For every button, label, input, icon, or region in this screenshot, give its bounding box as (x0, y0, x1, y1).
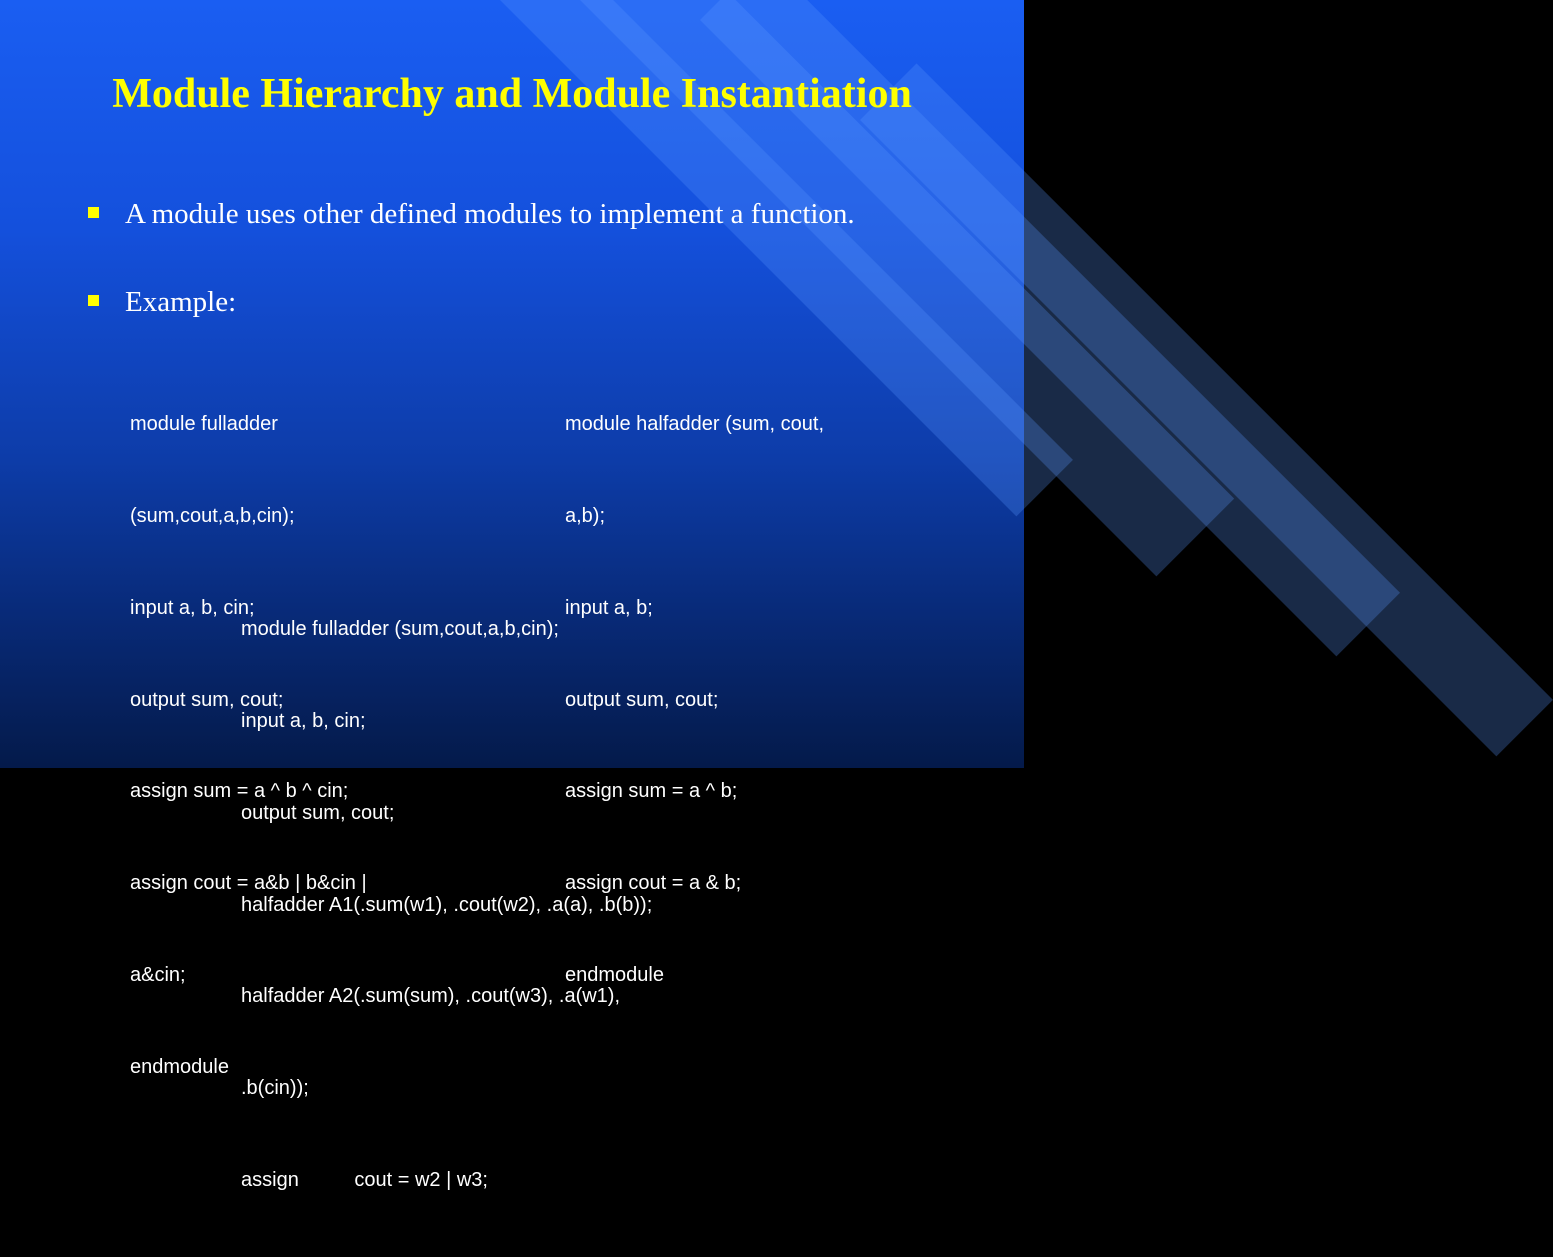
code-line: output sum, cout; (565, 688, 719, 711)
code-line: module halfadder (sum, cout, (565, 413, 825, 436)
code-block-fulladder-instantiation (241, 553, 652, 1257)
code-line: endmodule (565, 963, 664, 986)
bullet-text: Example: (125, 286, 237, 318)
code-line: halfadder A2(.sum(sum), .cout(w3), .a(w1), (241, 985, 621, 1008)
square-bullet-icon (88, 207, 99, 218)
code-line: output sum, cout; (130, 688, 284, 711)
code-line: output sum, cout; (241, 801, 395, 824)
code-line: module fulladder (sum,cout,a,b,cin); (241, 618, 559, 641)
code-line: input a, b, cin; (241, 709, 366, 732)
code-line: assign cout = a&b | b&cin | (130, 872, 367, 895)
bullet-item (88, 195, 885, 233)
code-line: input a, b, cin; (130, 596, 255, 619)
code-line: (sum,cout,a,b,cin); (130, 504, 295, 527)
code-line: .b(cin)); (241, 1077, 309, 1100)
code-line: endmodule (130, 1055, 229, 1078)
code-line: halfadder A1(.sum(w1), .cout(w2), .a(a), .b(b)); (241, 893, 653, 916)
bullet-item (88, 283, 885, 321)
code-line: assign sum = a ^ b; (565, 780, 738, 803)
bullet-text: A module uses other defined modules to implement a function. (125, 198, 855, 230)
square-bullet-icon (88, 295, 99, 306)
code-line: module fulladder (130, 413, 278, 436)
slide-title: Module Hierarchy and Module Instantiation (112, 71, 912, 117)
code-line: assign cout = a & b; (565, 872, 742, 895)
code-line: a,b); (565, 504, 606, 527)
code-line: assign sum = a ^ b ^ cin; (130, 780, 349, 803)
code-line: input a, b; (565, 596, 653, 619)
code-line: assign cout = w2 | w3; (241, 1168, 488, 1191)
code-line: a&cin; (130, 963, 186, 986)
